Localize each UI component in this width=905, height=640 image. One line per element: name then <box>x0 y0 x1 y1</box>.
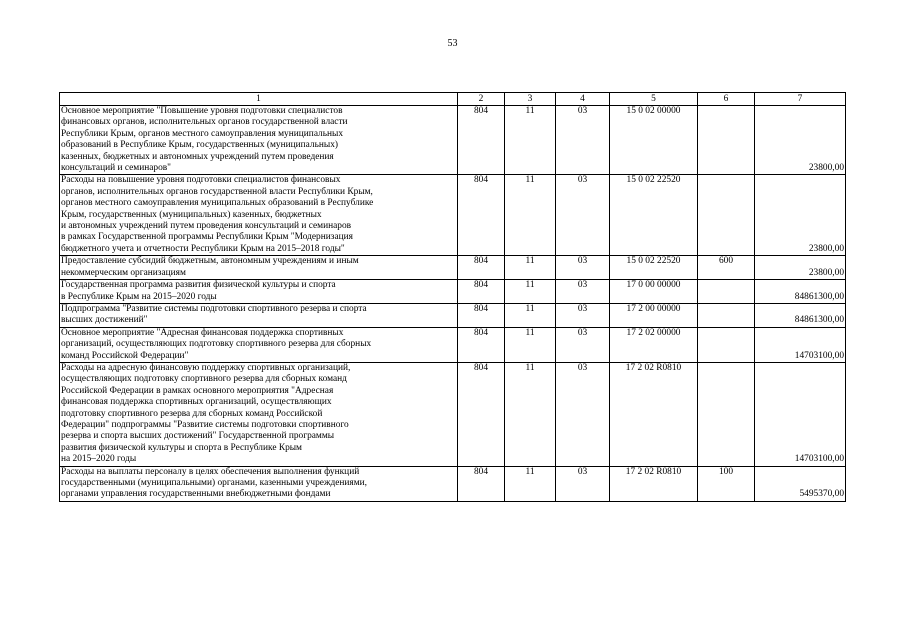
row-subsection-code: 03 <box>556 106 610 175</box>
row-target-code: 17 0 00 00000 <box>610 280 698 304</box>
row-name-text: Расходы на адресную финансовую поддержку спортивных организаций, осуществляющих подготовку спортивного резерва для сборных команд Российской Федерации в рамках основного мероприятия "Адресная финансовая поддержка спортивных организаций, осуществляющих подготовку спортивного резерва для сборных команд Российской Федерации" подпрограммы "Развитие системы подготовки спортивного резерва и спорта высших достижений" Государственной программы развития физической культуры и спорта в Республике Крым на 2015–2020 годы <box>61 362 351 465</box>
row-subsection-code: 03 <box>556 327 610 362</box>
row-expense-code <box>698 362 755 466</box>
row-amount: 23800,00 <box>755 106 846 175</box>
row-target-code: 15 0 02 22520 <box>610 256 698 280</box>
column-header: 3 <box>505 93 556 106</box>
row-ministry-code: 804 <box>458 303 505 327</box>
row-section-code: 11 <box>505 256 556 280</box>
row-amount: 23800,00 <box>755 256 846 280</box>
row-target-code: 17 2 02 R0810 <box>610 466 698 501</box>
row-amount: 14703100,00 <box>755 327 846 362</box>
table-header-row <box>60 93 846 106</box>
row-name <box>60 362 458 466</box>
budget-table <box>59 92 846 502</box>
column-header: 6 <box>698 93 755 106</box>
row-expense-code: 600 <box>698 256 755 280</box>
column-header: 1 <box>60 93 458 106</box>
row-amount: 14703100,00 <box>755 362 846 466</box>
table-row <box>60 303 846 327</box>
row-name <box>60 280 458 304</box>
row-expense-code <box>698 175 755 256</box>
row-ministry-code: 804 <box>458 466 505 501</box>
row-section-code: 11 <box>505 280 556 304</box>
row-section-code: 11 <box>505 362 556 466</box>
row-name <box>60 175 458 256</box>
row-target-code: 17 2 02 00000 <box>610 327 698 362</box>
row-subsection-code: 03 <box>556 303 610 327</box>
table-row <box>60 280 846 304</box>
row-ministry-code: 804 <box>458 362 505 466</box>
row-target-code: 17 2 02 R0810 <box>610 362 698 466</box>
table-row <box>60 327 846 362</box>
row-target-code: 15 0 02 22520 <box>610 175 698 256</box>
row-name <box>60 303 458 327</box>
row-target-code: 17 2 00 00000 <box>610 303 698 327</box>
row-section-code: 11 <box>505 327 556 362</box>
row-ministry-code: 804 <box>458 280 505 304</box>
page-number: 53 <box>447 38 458 49</box>
column-header: 2 <box>458 93 505 106</box>
table-row <box>60 362 846 466</box>
row-section-code: 11 <box>505 303 556 327</box>
column-header: 5 <box>610 93 698 106</box>
row-expense-code <box>698 106 755 175</box>
table-row <box>60 106 846 175</box>
row-subsection-code: 03 <box>556 256 610 280</box>
row-name <box>60 466 458 501</box>
row-section-code: 11 <box>505 466 556 501</box>
row-expense-code <box>698 327 755 362</box>
row-subsection-code: 03 <box>556 280 610 304</box>
row-amount: 84861300,00 <box>755 303 846 327</box>
row-section-code: 11 <box>505 106 556 175</box>
row-name <box>60 106 458 175</box>
row-amount: 84861300,00 <box>755 280 846 304</box>
row-expense-code: 100 <box>698 466 755 501</box>
row-subsection-code: 03 <box>556 362 610 466</box>
row-name <box>60 327 458 362</box>
row-expense-code <box>698 303 755 327</box>
table-row <box>60 175 846 256</box>
row-name-text: Основное мероприятие "Адресная финансовая поддержка спортивных организаций, осуществляющих подготовку спортивного резерва для сборных команд Российской Федерации" <box>61 327 372 361</box>
row-name-text: Государственная программа развития физической культуры и спорта в Республике Крым на 2015–2020 годы <box>61 280 336 302</box>
row-name-text: Подпрограмма "Развитие системы подготовки спортивного резерва и спорта высших достижений" <box>61 303 367 326</box>
table-row <box>60 466 846 501</box>
column-header: 7 <box>755 93 846 106</box>
row-name-text: Расходы на выплаты персоналу в целях обеспечения выполнения функций государственными (муниципальными) органами, казенными учреждениями, органами управления государственными внебюджетными фондами <box>61 466 368 500</box>
row-target-code: 15 0 02 00000 <box>610 106 698 175</box>
table-row <box>60 256 846 280</box>
row-ministry-code: 804 <box>458 327 505 362</box>
row-name <box>60 256 458 280</box>
row-section-code: 11 <box>505 175 556 256</box>
row-amount: 23800,00 <box>755 175 846 256</box>
row-subsection-code: 03 <box>556 175 610 256</box>
row-name-text: Основное мероприятие "Повышение уровня подготовки специалистов финансовых органов, исполнительных органов государственной власти Республики Крым, органов местного самоуправления муниципальных образований в Республике Крым, государственных (муниципальных) казенных, бюджетных и автономных учреждений путем проведения консультаций и семинаров" <box>61 106 348 174</box>
row-ministry-code: 804 <box>458 175 505 256</box>
row-subsection-code: 03 <box>556 466 610 501</box>
row-name-text: Предоставление субсидий бюджетным, автономным учреждениям и иным некоммерческим организациям <box>61 256 359 278</box>
row-ministry-code: 804 <box>458 106 505 175</box>
row-expense-code <box>698 280 755 304</box>
row-name-text: Расходы на повышение уровня подготовки специалистов финансовых органов, исполнительных органов государственной власти Республики Крым, органов местного самоуправления муниципальных образований в Республике Крым, государственных (муниципальных) казенных, бюджетных и автономных учреждений путем проведения консультаций и семинаров в рамках Государственной программы Республики Крым "Модернизация бюджетного учета и отчетности Республики Крым на 2015–2018 годы" <box>61 175 374 254</box>
column-header: 4 <box>556 93 610 106</box>
row-amount: 5495370,00 <box>755 466 846 501</box>
row-ministry-code: 804 <box>458 256 505 280</box>
